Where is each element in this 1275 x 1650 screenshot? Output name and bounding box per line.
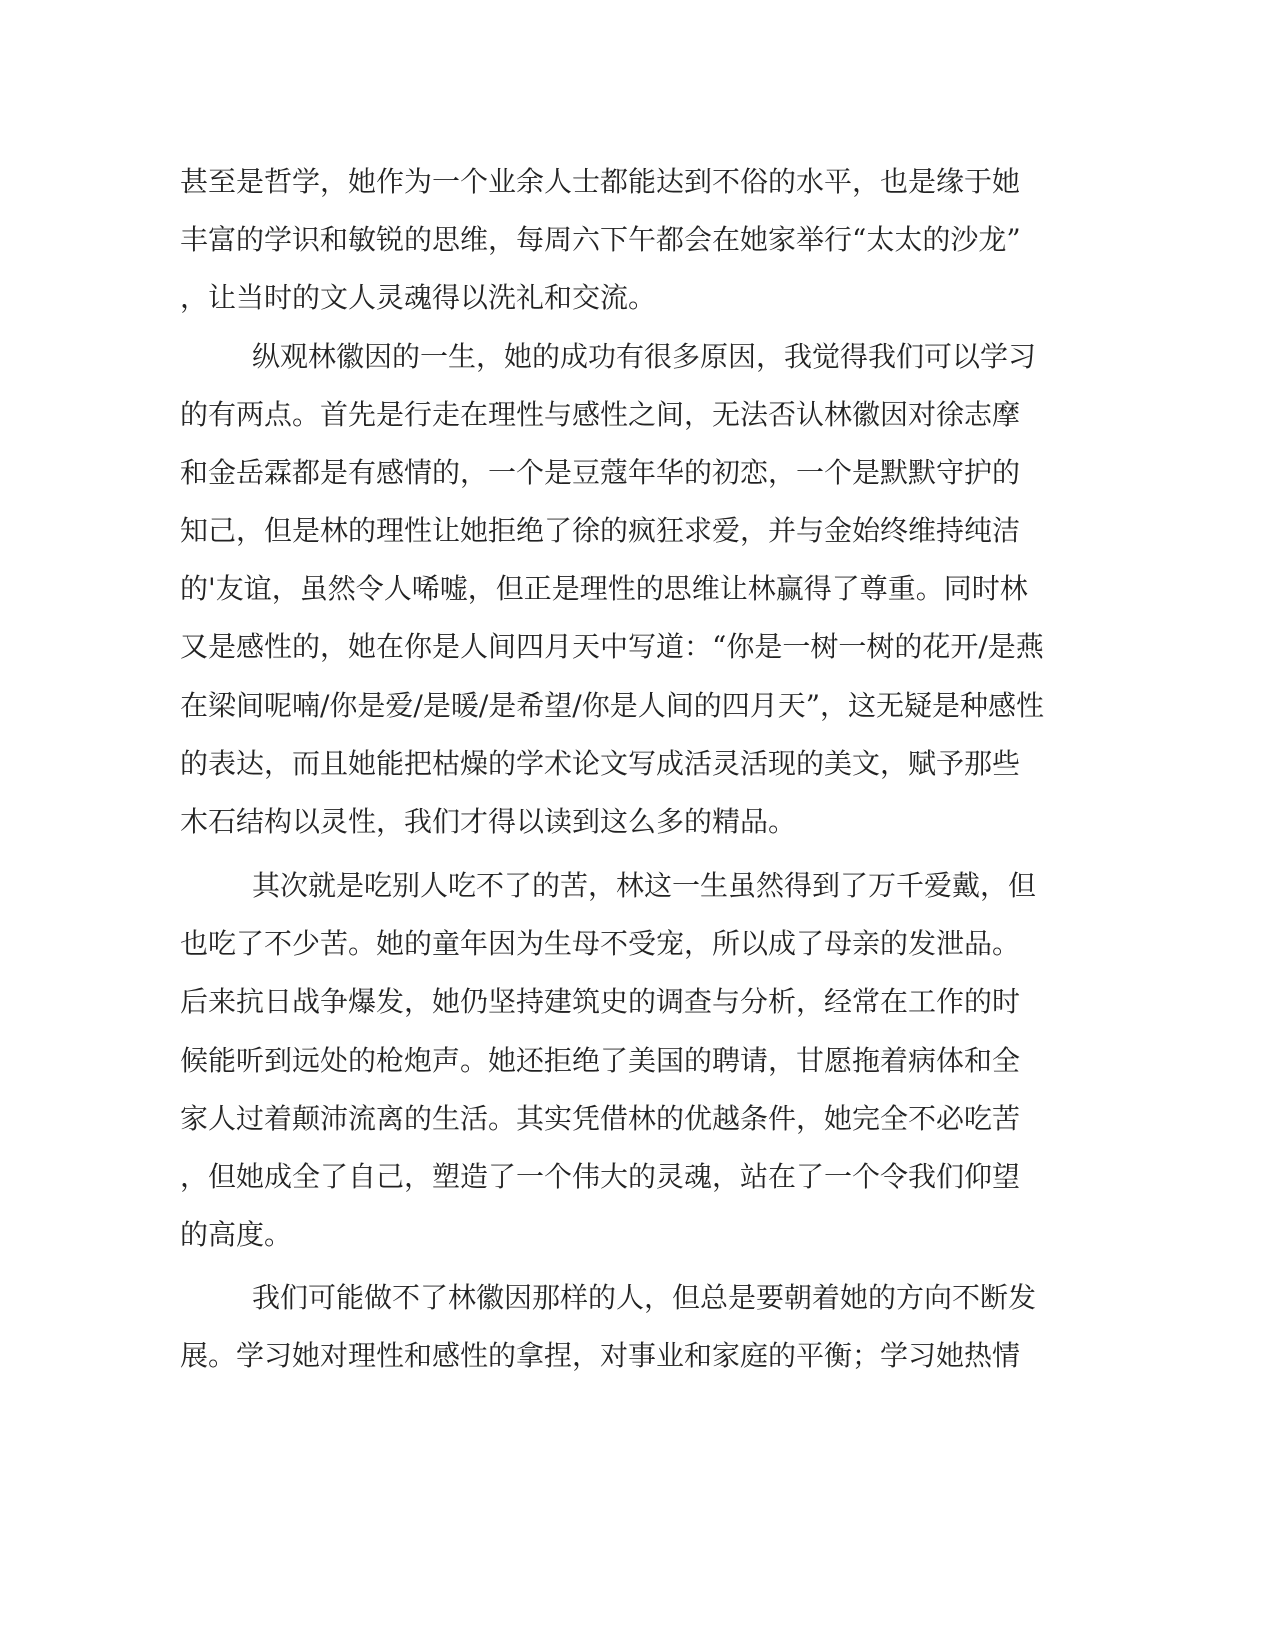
text-line: 展。学习她对理性和感性的拿捏，对事业和家庭的平衡；学习她热情	[180, 1339, 1021, 1372]
text-line: ，让当时的文人灵魂得以洗礼和交流。	[180, 281, 657, 314]
text-line: 在梁间呢喃/你是爱/是暖/是希望/你是人间的四月天”，这无疑是种感性	[180, 689, 1045, 722]
paragraph-first-line: 纵观林徽因的一生，她的成功有很多原因，我觉得我们可以学习	[252, 340, 1037, 373]
text-line: 木石结构以灵性，我们才得以读到这么多的精品。	[180, 805, 797, 838]
text-line: 的表达，而且她能把枯燥的学术论文写成活灵活现的美文，赋予那些	[180, 747, 1021, 780]
text-line: 后来抗日战争爆发，她仍坚持建筑史的调查与分析，经常在工作的时	[180, 985, 1021, 1018]
text-line: 丰富的学识和敏锐的思维，每周六下午都会在她家举行“太太的沙龙”	[180, 223, 1021, 256]
text-line: 和金岳霖都是有感情的，一个是豆蔻年华的初恋，一个是默默守护的	[180, 456, 1021, 489]
text-line: 的有两点。首先是行走在理性与感性之间，无法否认林徽因对徐志摩	[180, 398, 1021, 431]
text-line: 也吃了不少苦。她的童年因为生母不受宠，所以成了母亲的发泄品。	[180, 927, 1021, 960]
text-line: ，但她成全了自己，塑造了一个伟大的灵魂，站在了一个令我们仰望	[180, 1160, 1021, 1193]
text-line: 候能听到远处的枪炮声。她还拒绝了美国的聘请，甘愿拖着病体和全	[180, 1044, 1021, 1077]
text-line: 家人过着颠沛流离的生活。其实凭借林的优越条件，她完全不必吃苦	[180, 1102, 1021, 1135]
text-line: 又是感性的，她在你是人间四月天中写道：“你是一树一树的花开/是燕	[180, 630, 1044, 663]
paragraph-first-line: 其次就是吃别人吃不了的苦，林这一生虽然得到了万千爱戴，但	[252, 869, 1037, 902]
text-line: 知己，但是林的理性让她拒绝了徐的疯狂求爱，并与金始终维持纯洁	[180, 514, 1021, 547]
text-line: 甚至是哲学，她作为一个业余人士都能达到不俗的水平，也是缘于她	[180, 165, 1021, 198]
text-line: 的'友谊，虽然令人唏嘘，但正是理性的思维让林赢得了尊重。同时林	[180, 572, 1028, 605]
text-line: 的高度。	[180, 1218, 293, 1251]
paragraph-first-line: 我们可能做不了林徽因那样的人，但总是要朝着她的方向不断发	[252, 1281, 1037, 1314]
